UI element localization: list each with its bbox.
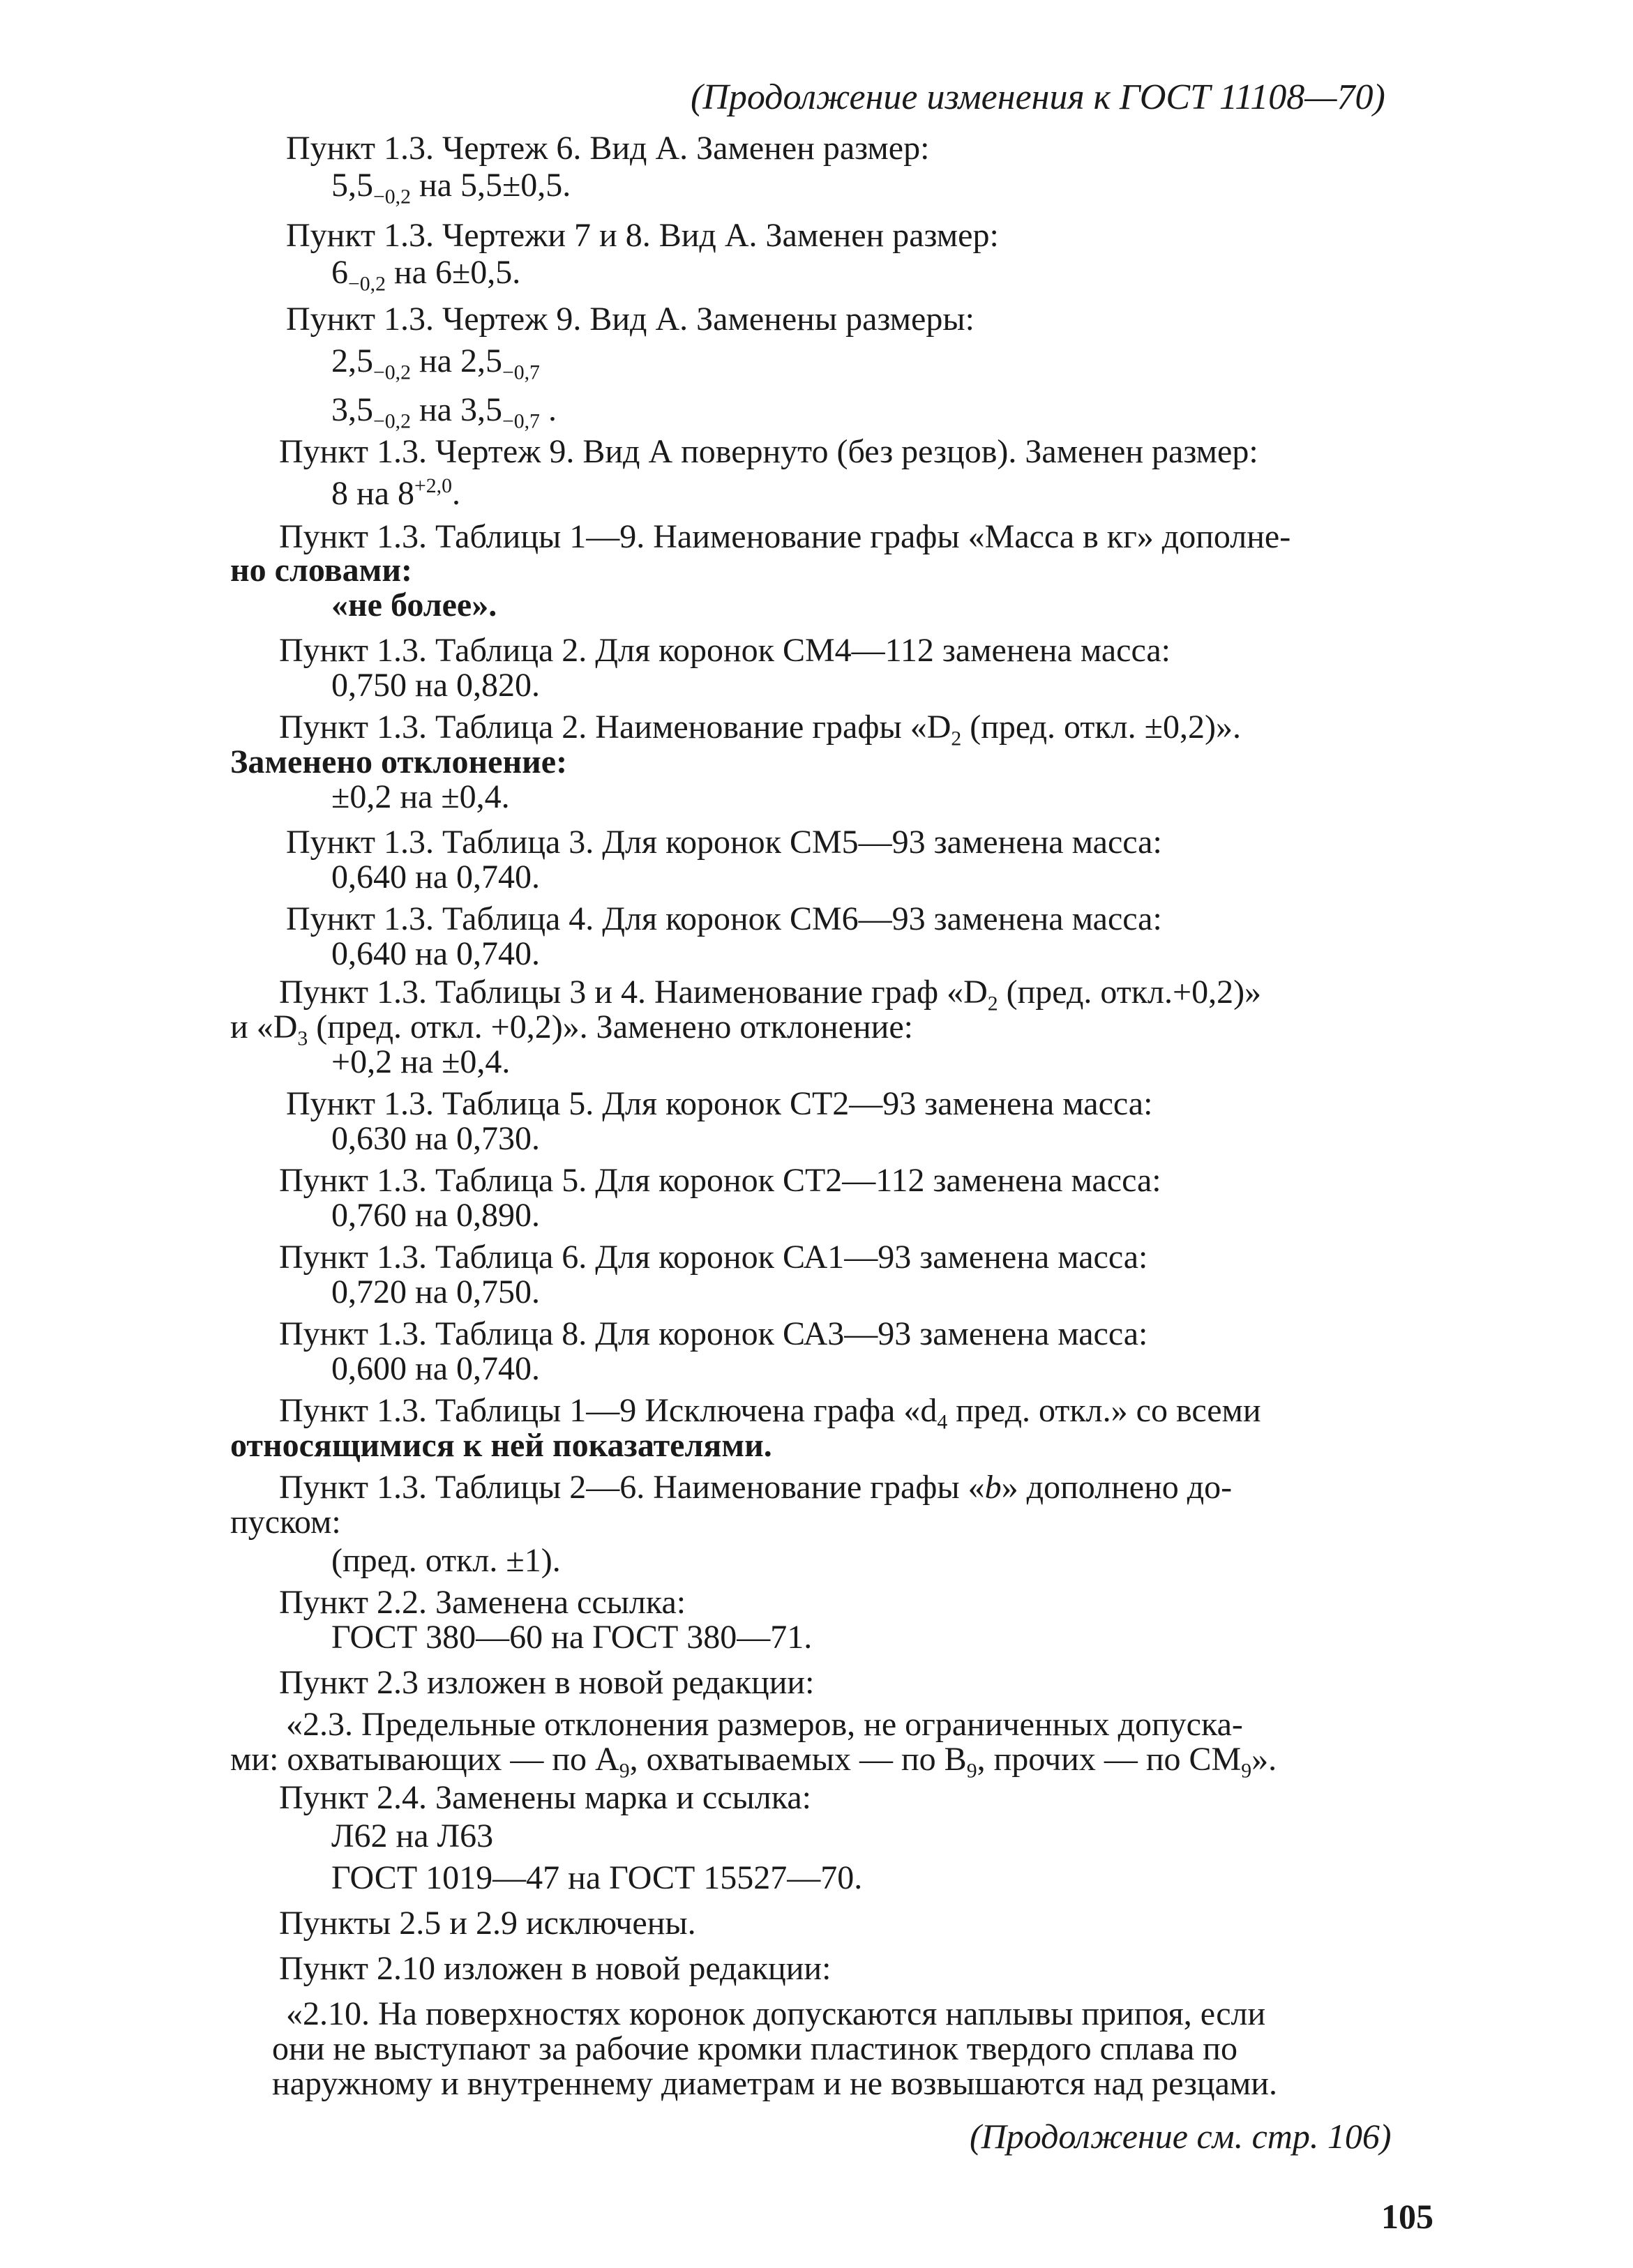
text-line: «2.3. Предельные отклонения размеров, не ограниченных допуска- (286, 1706, 1243, 1743)
text-line: 0,640 на 0,740. (331, 859, 540, 895)
text-line: 0,640 на 0,740. (331, 935, 540, 972)
text-line: пуском: (230, 1504, 341, 1541)
text-line: они не выступают за рабочие кромки пластинок твердого сплава по (272, 2030, 1237, 2067)
text-line: 8 на $8^{+2,0}$. (331, 474, 460, 512)
text-line: Пункт 1.3. Таблицы 3 и 4. Наименование граф «$D_2$ (пред. откл.+0,2)» (279, 974, 1262, 1015)
text-line: Пункт 2.3 изложен в новой редакции: (279, 1664, 815, 1701)
text-line: 0,600 на 0,740. (331, 1350, 540, 1387)
text-line: (пред. откл. ±1). (331, 1542, 561, 1579)
text-line: Пункт 2.4. Заменены марка и ссылка: (279, 1779, 811, 1816)
text-line: Пункт 1.3. Таблицы 1—9. Наименование графы «Масса в кг» дополне- (279, 518, 1291, 555)
text-line: Пункт 1.3. Чертеж 6. Вид А. Заменен размер: (286, 130, 930, 167)
text-line: 0,720 на 0,750. (331, 1273, 540, 1310)
text-line: $3,5_{-0,2}$ на $3,5_{-0,7}$ . (331, 391, 557, 433)
text-line: 0,760 на 0,890. (331, 1197, 540, 1234)
text-line: Пункт 1.3. Таблицы 2—6. Наименование графы «b» дополнено до- (279, 1469, 1233, 1506)
text-line: Пункт 1.3. Чертежи 7 и 8. Вид А. Заменен размер: (286, 217, 999, 254)
text-line: Пункт 1.3. Таблица 8. Для коронок СА3—93 заменена масса: (279, 1315, 1148, 1352)
text-line: «2.10. На поверхностях коронок допускаются наплывы припоя, если (286, 1995, 1266, 2032)
text-line: +0,2 на ±0,4. (331, 1043, 511, 1080)
text-line: но словами: (230, 552, 412, 589)
text-line: и «$D_3$ (пред. откл. +0,2)». Заменено отклонение: (230, 1008, 914, 1050)
text-line: Пункт 1.3. Таблица 4. Для коронок СМ6—93 заменена масса: (286, 900, 1162, 937)
text-line: Пункт 1.3. Таблица 6. Для коронок СА1—93 заменена масса: (279, 1239, 1148, 1276)
text-line: Пункт 1.3. Таблица 2. Наименование графы «$D_2$ (пред. откл. ±0,2)». (279, 709, 1241, 750)
text-line: $5,5_{-0,2}$ на 5,5±0,5. (331, 167, 571, 209)
text-line: 0,630 на 0,730. (331, 1120, 540, 1157)
text-line: Пункт 1.3. Таблицы 1—9 Исключена графа «$d_4$ пред. откл.» со всеми (279, 1392, 1261, 1434)
text-line: «не более». (331, 587, 497, 623)
text-line: Пункты 2.5 и 2.9 исключены. (279, 1905, 696, 1942)
text-line: ми: охватывающих — по $А_9$, охватываемых — по $В_9$, прочих — по $СМ_9$». (230, 1741, 1277, 1783)
text-line: Пункт 1.3. Таблица 5. Для коронок СТ2—112 заменена масса: (279, 1162, 1161, 1199)
text-line: Пункт 2.2. Заменена ссылка: (279, 1584, 686, 1621)
text-line: относящимися к ней показателями. (230, 1427, 772, 1464)
continuation-note: (Продолжение см. стр. 106) (970, 2117, 1392, 2156)
text-line: 0,750 на 0,820. (331, 667, 540, 704)
text-line: Пункт 2.10 изложен в новой редакции: (279, 1950, 831, 1987)
text-line: Пункт 1.3. Таблица 3. Для коронок СМ5—93 заменена масса: (286, 824, 1162, 861)
text-line: Заменено отклонение: (230, 743, 568, 780)
text-line: $2,5_{-0,2}$ на $2,5_{-0,7}$ (331, 342, 540, 384)
text-line: ±0,2 на ±0,4. (331, 778, 510, 815)
text-line: Пункт 1.3. Таблица 2. Для коронок СМ4—112 заменена масса: (279, 632, 1171, 669)
text-line: ГОСТ 380—60 на ГОСТ 380—71. (331, 1619, 813, 1656)
text-line: Пункт 1.3. Чертеж 9. Вид А повернуто (без резцов). Заменен размер: (279, 433, 1258, 470)
text-line: Л62 на Л63 (331, 1817, 494, 1854)
text-line: Пункт 1.3. Чертеж 9. Вид А. Заменены размеры: (286, 301, 974, 338)
text-line: $6_{-0,2}$ на 6±0,5. (331, 254, 521, 296)
text-line: Пункт 1.3. Таблица 5. Для коронок СТ2—93 заменена масса: (286, 1085, 1153, 1122)
page-number: 105 (1381, 2197, 1433, 2236)
page-header: (Продолжение изменения к ГОСТ 11108—70) (691, 77, 1385, 117)
text-line: наружному и внутреннему диаметрам и не возвышаются над резцами. (272, 2065, 1277, 2102)
text-line: ГОСТ 1019—47 на ГОСТ 15527—70. (331, 1859, 863, 1896)
